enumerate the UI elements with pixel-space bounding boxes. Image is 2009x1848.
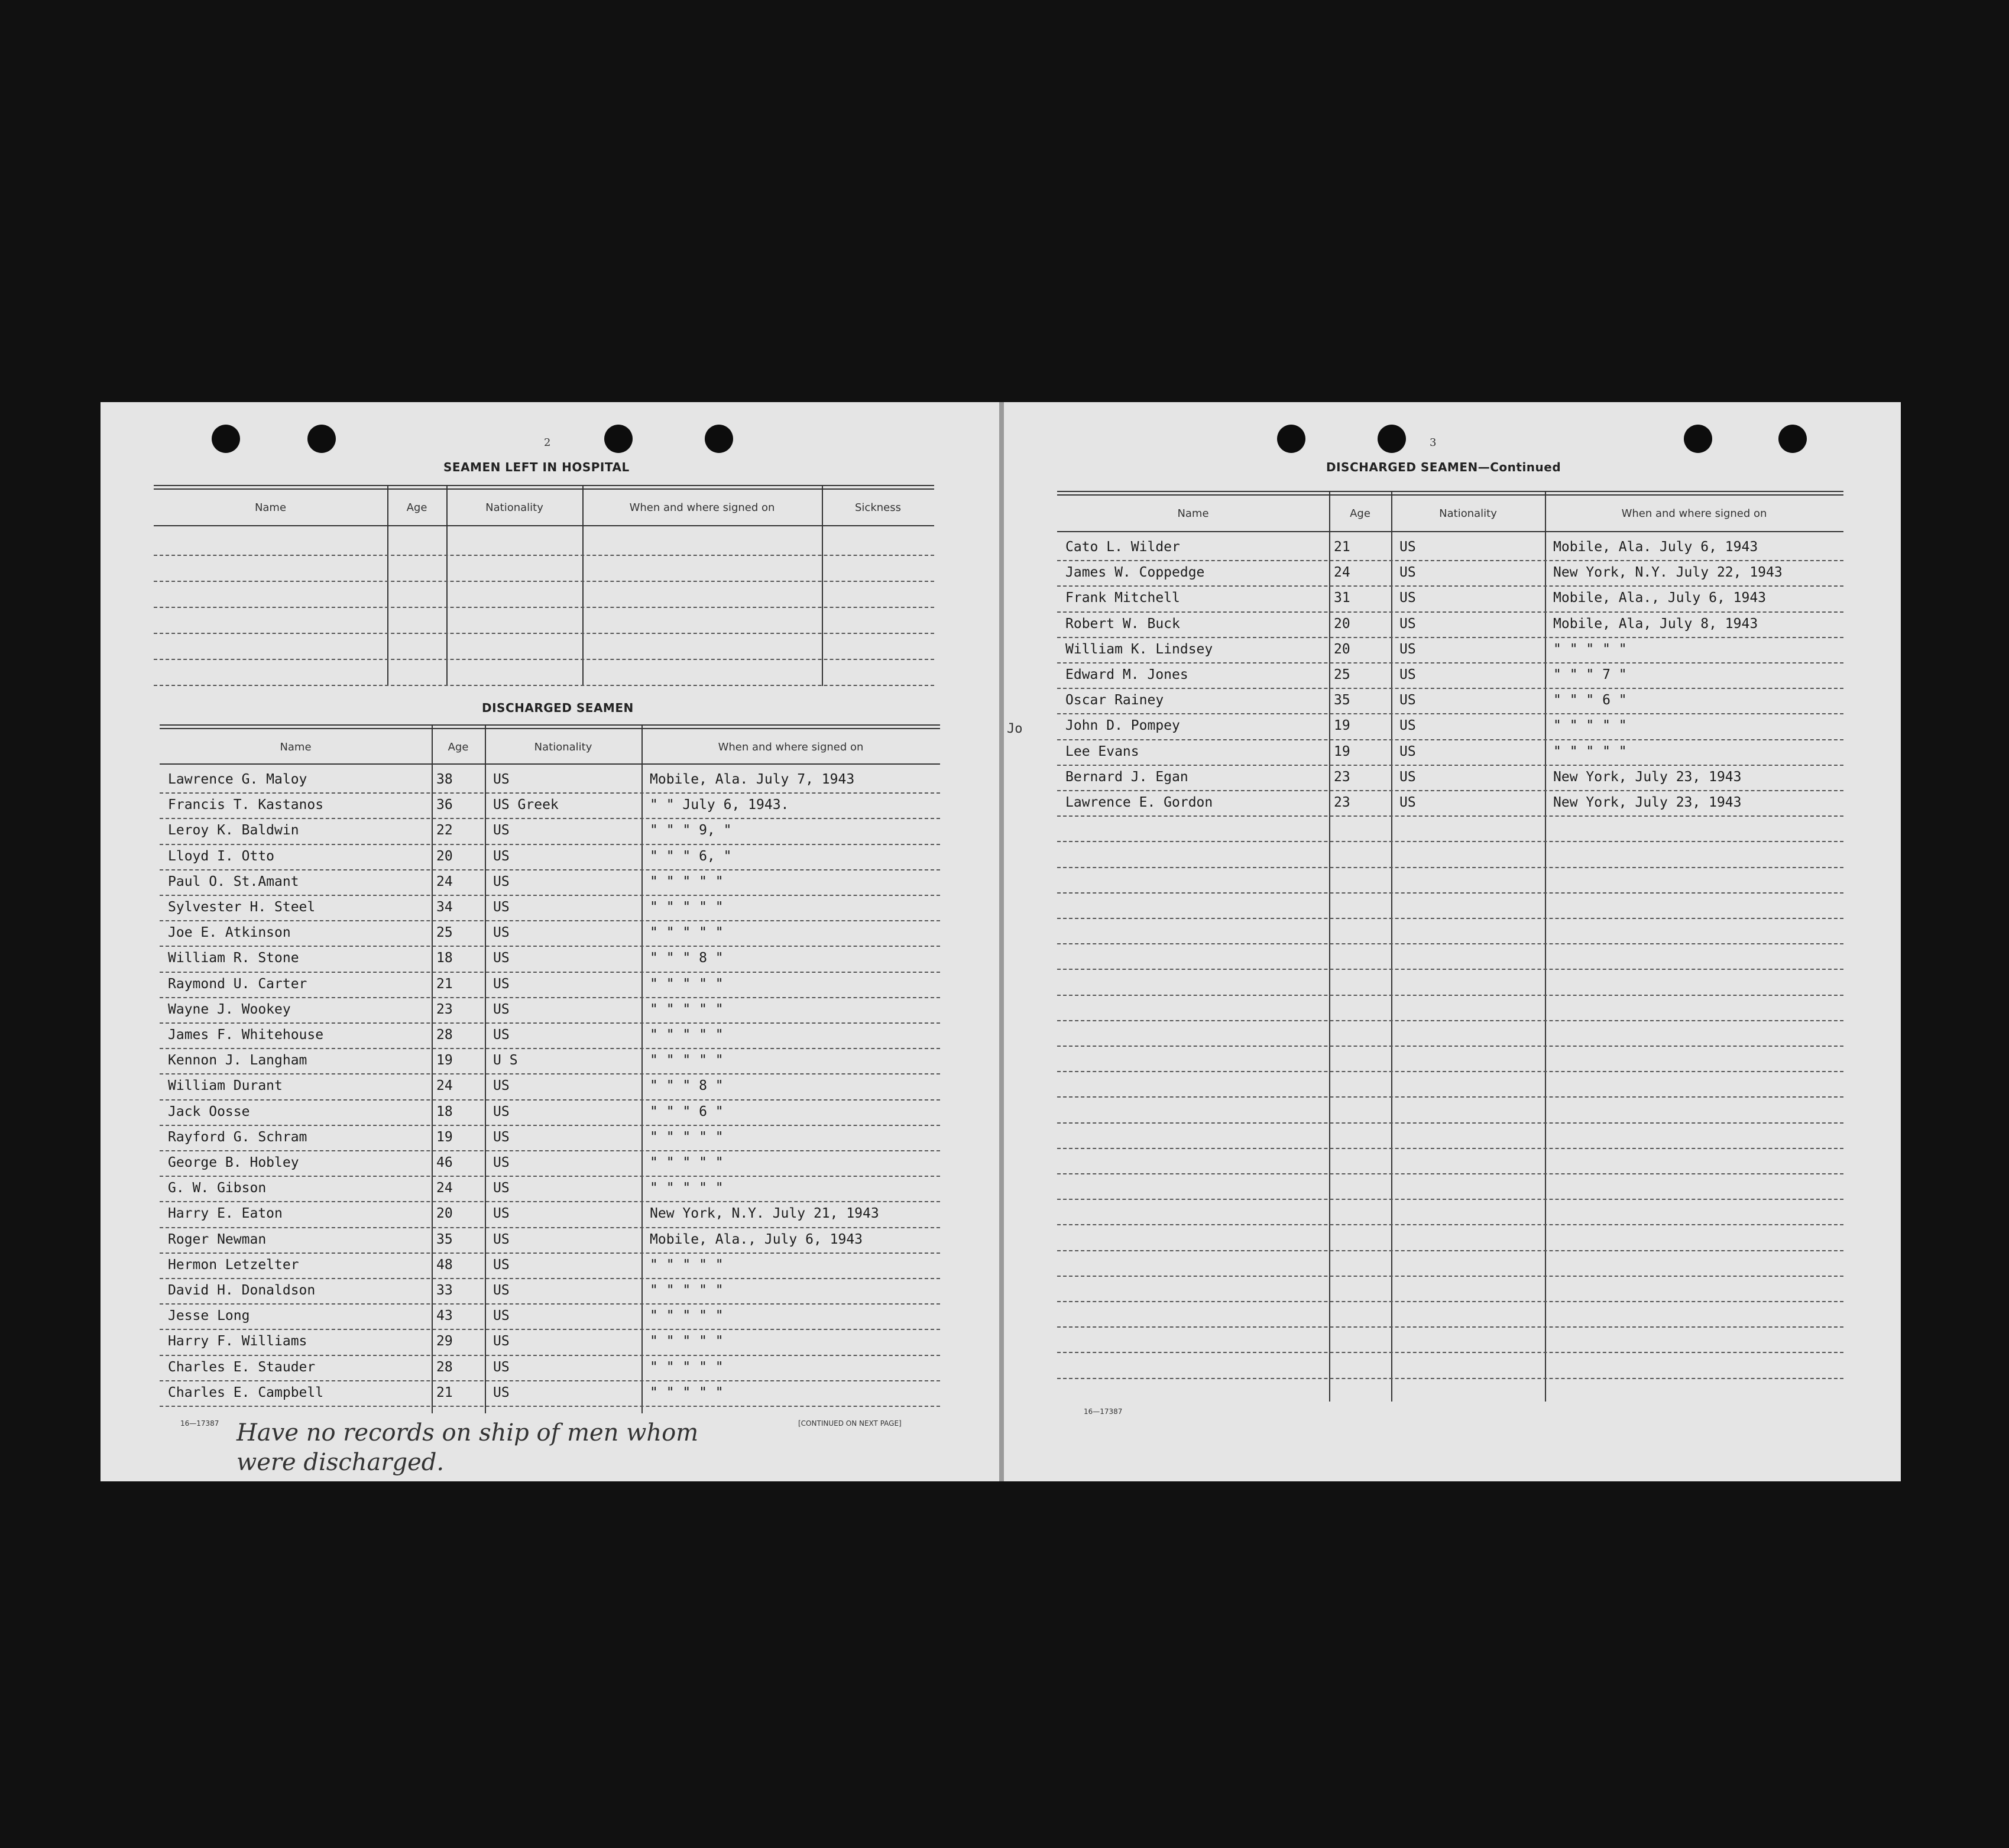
signed-on-cell: " " " " " (650, 1257, 724, 1273)
nationality-cell: US (493, 1359, 510, 1375)
table-row (160, 769, 940, 794)
row-rule (1057, 943, 1843, 944)
column-rule (387, 485, 388, 686)
signed-on-cell: " " " " " (650, 873, 724, 889)
nationality-cell: U S (493, 1053, 518, 1069)
age-cell: 38 (436, 772, 453, 787)
age-cell: 48 (436, 1257, 453, 1273)
age-cell: 23 (1334, 769, 1350, 785)
column-header: Name (254, 501, 287, 514)
row-rule (1057, 969, 1843, 970)
signed-on-cell: " " " " " (650, 1027, 724, 1043)
header-rule (1057, 531, 1843, 532)
signed-on-cell: Mobile, Ala. July 7, 1943 (650, 772, 855, 787)
name-cell: Jack Oosse (168, 1103, 250, 1119)
discharged-continued-table (1057, 491, 1843, 1402)
age-cell: 35 (436, 1231, 453, 1247)
handwritten-note-line1: Have no records on ship of men whom (236, 1419, 699, 1446)
table-row (160, 1280, 940, 1305)
nationality-cell: US (1399, 769, 1416, 785)
age-cell: 24 (436, 1078, 453, 1094)
nationality-cell: US (493, 1001, 510, 1017)
nationality-cell: US (1399, 692, 1416, 708)
table-row (1057, 537, 1843, 562)
age-cell: 19 (436, 1129, 453, 1145)
table-row (160, 1025, 940, 1050)
name-cell: Frank Mitchell (1065, 590, 1180, 606)
table-row (1057, 792, 1843, 817)
continued-note: [CONTINUED ON NEXT PAGE] (798, 1419, 902, 1428)
signed-on-cell: " " " 9, " (650, 823, 732, 839)
name-cell: Raymond U. Carter (168, 976, 307, 992)
table-row (160, 846, 940, 871)
nationality-cell: US (1399, 641, 1416, 657)
row-rule (1057, 1096, 1843, 1098)
table-rule (154, 485, 934, 486)
name-cell: G. W. Gibson (168, 1180, 267, 1196)
table-row (160, 1306, 940, 1331)
name-cell: Paul O. St.Amant (168, 873, 299, 889)
column-header: When and where signed on (1621, 507, 1767, 520)
signed-on-cell: " " " 8 " (650, 950, 724, 966)
age-cell: 28 (436, 1359, 453, 1375)
table-rule (160, 728, 940, 729)
age-cell: 35 (1334, 692, 1350, 708)
column-header: Nationality (485, 501, 543, 514)
age-cell: 28 (436, 1027, 453, 1043)
signed-on-cell: " " " " " (650, 1155, 724, 1170)
name-cell: Lawrence E. Gordon (1065, 795, 1213, 810)
table-row (160, 974, 940, 999)
column-header: Name (1177, 507, 1209, 520)
nationality-cell: US (493, 950, 510, 966)
column-header: Age (406, 501, 427, 514)
column-rule (582, 485, 584, 686)
signed-on-cell: " " " " " (650, 1283, 724, 1298)
nationality-cell: US (1399, 616, 1416, 632)
table-row (160, 1050, 940, 1075)
row-rule (1057, 1071, 1843, 1072)
age-cell: 24 (436, 1180, 453, 1196)
nationality-cell: US (1399, 743, 1416, 759)
nationality-cell: US (1399, 565, 1416, 581)
signed-on-cell: " " " " " (650, 1359, 724, 1375)
table-row (160, 795, 940, 820)
age-cell: 19 (1334, 718, 1350, 734)
punch-hole (604, 425, 633, 453)
signed-on-cell: " " " " " (650, 1334, 724, 1349)
name-cell: Francis T. Kastanos (168, 797, 324, 813)
nationality-cell: US (493, 1103, 510, 1119)
nationality-cell: US (1399, 795, 1416, 810)
nationality-cell: US (493, 1206, 510, 1222)
age-cell: 21 (436, 976, 453, 992)
nationality-cell: US (493, 1155, 510, 1170)
row-rule (154, 607, 934, 608)
punch-hole (1277, 425, 1305, 453)
punch-hole (212, 425, 240, 453)
name-cell: George B. Hobley (168, 1155, 299, 1170)
header-rule (154, 525, 934, 526)
row-rule (1057, 1301, 1843, 1302)
table-row (160, 948, 940, 973)
right-page (1004, 402, 1901, 1481)
age-cell: 33 (436, 1283, 453, 1298)
signed-on-cell: " " " " " (650, 1053, 724, 1069)
name-cell: Leroy K. Baldwin (168, 823, 299, 839)
name-cell: Bernard J. Egan (1065, 769, 1188, 785)
table-row (160, 872, 940, 897)
row-rule (1057, 1020, 1843, 1021)
name-cell: Cato L. Wilder (1065, 539, 1180, 555)
row-rule (154, 659, 934, 660)
age-cell: 34 (436, 899, 453, 915)
nationality-cell: US (493, 925, 510, 941)
age-cell: 22 (436, 823, 453, 839)
name-cell: Lawrence G. Maloy (168, 772, 307, 787)
signed-on-cell: " " " " " (650, 1308, 724, 1324)
age-cell: 21 (436, 1384, 453, 1400)
table-row (160, 897, 940, 922)
table-rule (1057, 494, 1843, 496)
nationality-cell: US (1399, 590, 1416, 606)
nationality-cell: US (493, 976, 510, 992)
column-header: When and where signed on (629, 501, 775, 514)
discharged-continued-title: DISCHARGED SEAMEN—Continued (1326, 460, 1561, 474)
table-row (160, 1383, 940, 1407)
nationality-cell: US (493, 823, 510, 839)
row-rule (1057, 1326, 1843, 1328)
form-number: 16—17387 (1084, 1407, 1123, 1416)
table-row (160, 1357, 940, 1382)
name-cell: James W. Coppedge (1065, 565, 1205, 581)
age-cell: 20 (436, 1206, 453, 1222)
signed-on-cell: Mobile, Ala., July 6, 1943 (650, 1231, 863, 1247)
age-cell: 24 (436, 873, 453, 889)
table-row (1057, 716, 1843, 740)
table-rule (160, 724, 940, 726)
table-row (1057, 767, 1843, 792)
row-rule (1057, 1173, 1843, 1174)
signed-on-cell: " " " " " (650, 899, 724, 915)
signed-on-cell: " " " " " (650, 1129, 724, 1145)
row-rule (1057, 1148, 1843, 1149)
age-cell: 23 (1334, 795, 1350, 810)
table-row (160, 1076, 940, 1101)
age-cell: 24 (1334, 565, 1350, 581)
table-row (160, 820, 940, 845)
signed-on-cell: New York, July 23, 1943 (1553, 769, 1742, 785)
hospital-section-title: SEAMEN LEFT IN HOSPITAL (443, 460, 630, 474)
row-rule (1057, 1122, 1843, 1124)
name-cell: John D. Pompey (1065, 718, 1180, 734)
nationality-cell: US (493, 1129, 510, 1145)
punch-hole (1778, 425, 1807, 453)
name-cell: Harry E. Eaton (168, 1206, 283, 1222)
signed-on-cell: " " " " " (650, 1001, 724, 1017)
hospital-table (154, 485, 934, 686)
table-row (1057, 665, 1843, 690)
nationality-cell: US (493, 899, 510, 915)
name-cell: Joe E. Atkinson (168, 925, 291, 941)
nationality-cell: US (1399, 539, 1416, 555)
age-cell: 46 (436, 1155, 453, 1170)
table-row (160, 1102, 940, 1127)
name-cell: Oscar Rainey (1065, 692, 1164, 708)
punch-hole (1684, 425, 1712, 453)
age-cell: 29 (436, 1334, 453, 1349)
column-header: Name (280, 741, 312, 753)
nationality-cell: US (493, 1283, 510, 1298)
table-row (160, 1229, 940, 1254)
table-row (160, 1178, 940, 1203)
signed-on-cell: " " " " " (1553, 718, 1627, 734)
signed-on-cell: " " " 6 " (650, 1103, 724, 1119)
row-rule (1057, 841, 1843, 842)
nationality-cell: US (1399, 718, 1416, 734)
row-rule (1057, 1352, 1843, 1353)
discharged-section-title: DISCHARGED SEAMEN (482, 701, 634, 715)
name-cell: William K. Lindsey (1065, 641, 1213, 657)
nationality-cell: US (493, 1180, 510, 1196)
age-cell: 36 (436, 797, 453, 813)
age-cell: 31 (1334, 590, 1350, 606)
name-cell: Hermon Letzelter (168, 1257, 299, 1273)
column-header: Nationality (534, 741, 592, 753)
table-rule (154, 488, 934, 490)
nationality-cell: US (493, 1384, 510, 1400)
nationality-cell: US (493, 772, 510, 787)
column-rule (822, 485, 823, 686)
name-cell: Kennon J. Langham (168, 1053, 307, 1069)
signed-on-cell: " " " " " (650, 1384, 724, 1400)
age-cell: 23 (436, 1001, 453, 1017)
age-cell: 18 (436, 1103, 453, 1119)
table-row (160, 923, 940, 947)
signed-on-cell: " " " 6, " (650, 848, 732, 864)
nationality-cell: US Greek (493, 797, 559, 813)
age-cell: 43 (436, 1308, 453, 1324)
handwritten-note-line2: were discharged. (236, 1449, 445, 1476)
row-rule (1057, 1378, 1843, 1379)
table-row (160, 1153, 940, 1177)
row-rule (1057, 918, 1843, 919)
name-cell: Sylvester H. Steel (168, 899, 316, 915)
name-cell: Lee Evans (1065, 743, 1139, 759)
row-rule (1057, 892, 1843, 894)
table-row (1057, 562, 1843, 587)
nationality-cell: US (493, 1308, 510, 1324)
nationality-cell: US (493, 848, 510, 864)
row-rule (1057, 1199, 1843, 1200)
signed-on-cell: New York, July 23, 1943 (1553, 795, 1742, 810)
signed-on-cell: Mobile, Ala, July 8, 1943 (1553, 616, 1758, 632)
signed-on-cell: " " " 7 " (1553, 667, 1627, 682)
age-cell: 21 (1334, 539, 1350, 555)
age-cell: 20 (1334, 641, 1350, 657)
left-page (101, 402, 999, 1481)
discharged-table (160, 724, 940, 1413)
table-row (160, 1127, 940, 1152)
age-cell: 20 (1334, 616, 1350, 632)
name-cell: Edward M. Jones (1065, 667, 1188, 682)
age-cell: 20 (436, 848, 453, 864)
signed-on-cell: Mobile, Ala., July 6, 1943 (1553, 590, 1767, 606)
punch-hole (705, 425, 733, 453)
age-cell: 25 (1334, 667, 1350, 682)
form-number: 16—17387 (180, 1419, 219, 1428)
age-cell: 25 (436, 925, 453, 941)
signed-on-cell: " " " " " (1553, 743, 1627, 759)
column-header: Sickness (855, 501, 901, 514)
margin-note: Jo (1007, 721, 1023, 736)
signed-on-cell: " " " 6 " (1553, 692, 1627, 708)
row-rule (1057, 1224, 1843, 1225)
document-scan (101, 402, 1901, 1481)
row-rule (1057, 995, 1843, 996)
name-cell: Wayne J. Wookey (168, 1001, 291, 1017)
column-header: Nationality (1439, 507, 1497, 520)
name-cell: Jesse Long (168, 1308, 250, 1324)
nationality-cell: US (493, 873, 510, 889)
column-header: When and where signed on (718, 741, 864, 753)
table-row (1057, 588, 1843, 613)
column-rule (446, 485, 448, 686)
table-row (160, 1203, 940, 1228)
table-row (1057, 614, 1843, 639)
row-rule (1057, 1276, 1843, 1277)
nationality-cell: US (1399, 667, 1416, 682)
signed-on-cell: " " July 6, 1943. (650, 797, 789, 813)
table-rule (1057, 491, 1843, 492)
punch-hole (1378, 425, 1406, 453)
signed-on-cell: New York, N.Y. July 21, 1943 (650, 1206, 879, 1222)
signed-on-cell: Mobile, Ala. July 6, 1943 (1553, 539, 1758, 555)
name-cell: James F. Whitehouse (168, 1027, 324, 1043)
row-rule (1057, 1250, 1843, 1251)
name-cell: Lloyd I. Otto (168, 848, 275, 864)
signed-on-cell: " " " " " (650, 976, 724, 992)
name-cell: Rayford G. Schram (168, 1129, 307, 1145)
name-cell: William R. Stone (168, 950, 299, 966)
name-cell: Roger Newman (168, 1231, 267, 1247)
nationality-cell: US (493, 1231, 510, 1247)
row-rule (154, 685, 934, 686)
table-row (160, 1331, 940, 1356)
signed-on-cell: " " " " " (650, 925, 724, 941)
name-cell: William Durant (168, 1078, 283, 1094)
age-cell: 18 (436, 950, 453, 966)
nationality-cell: US (493, 1257, 510, 1273)
signed-on-cell: New York, N.Y. July 22, 1943 (1553, 565, 1783, 581)
row-rule (154, 581, 934, 582)
row-rule (1057, 1046, 1843, 1047)
name-cell: Charles E. Stauder (168, 1359, 316, 1375)
row-rule (154, 633, 934, 634)
punch-hole (307, 425, 336, 453)
name-cell: Robert W. Buck (1065, 616, 1180, 632)
age-cell: 19 (1334, 743, 1350, 759)
name-cell: Harry F. Williams (168, 1334, 307, 1349)
table-row (1057, 742, 1843, 766)
nationality-cell: US (493, 1078, 510, 1094)
page-gutter (999, 402, 1004, 1481)
table-row (160, 1255, 940, 1280)
page-number: 3 (1430, 436, 1437, 449)
table-row (1057, 690, 1843, 715)
signed-on-cell: " " " " " (650, 1180, 724, 1196)
column-header: Age (1350, 507, 1370, 520)
page-number: 2 (544, 436, 551, 449)
row-rule (154, 555, 934, 556)
nationality-cell: US (493, 1027, 510, 1043)
name-cell: Charles E. Campbell (168, 1384, 324, 1400)
header-rule (160, 763, 940, 765)
age-cell: 19 (436, 1053, 453, 1069)
signed-on-cell: " " " " " (1553, 641, 1627, 657)
signed-on-cell: " " " 8 " (650, 1078, 724, 1094)
row-rule (1057, 867, 1843, 868)
table-row (1057, 639, 1843, 664)
column-header: Age (448, 741, 469, 753)
table-row (160, 999, 940, 1024)
nationality-cell: US (493, 1334, 510, 1349)
name-cell: David H. Donaldson (168, 1283, 316, 1298)
